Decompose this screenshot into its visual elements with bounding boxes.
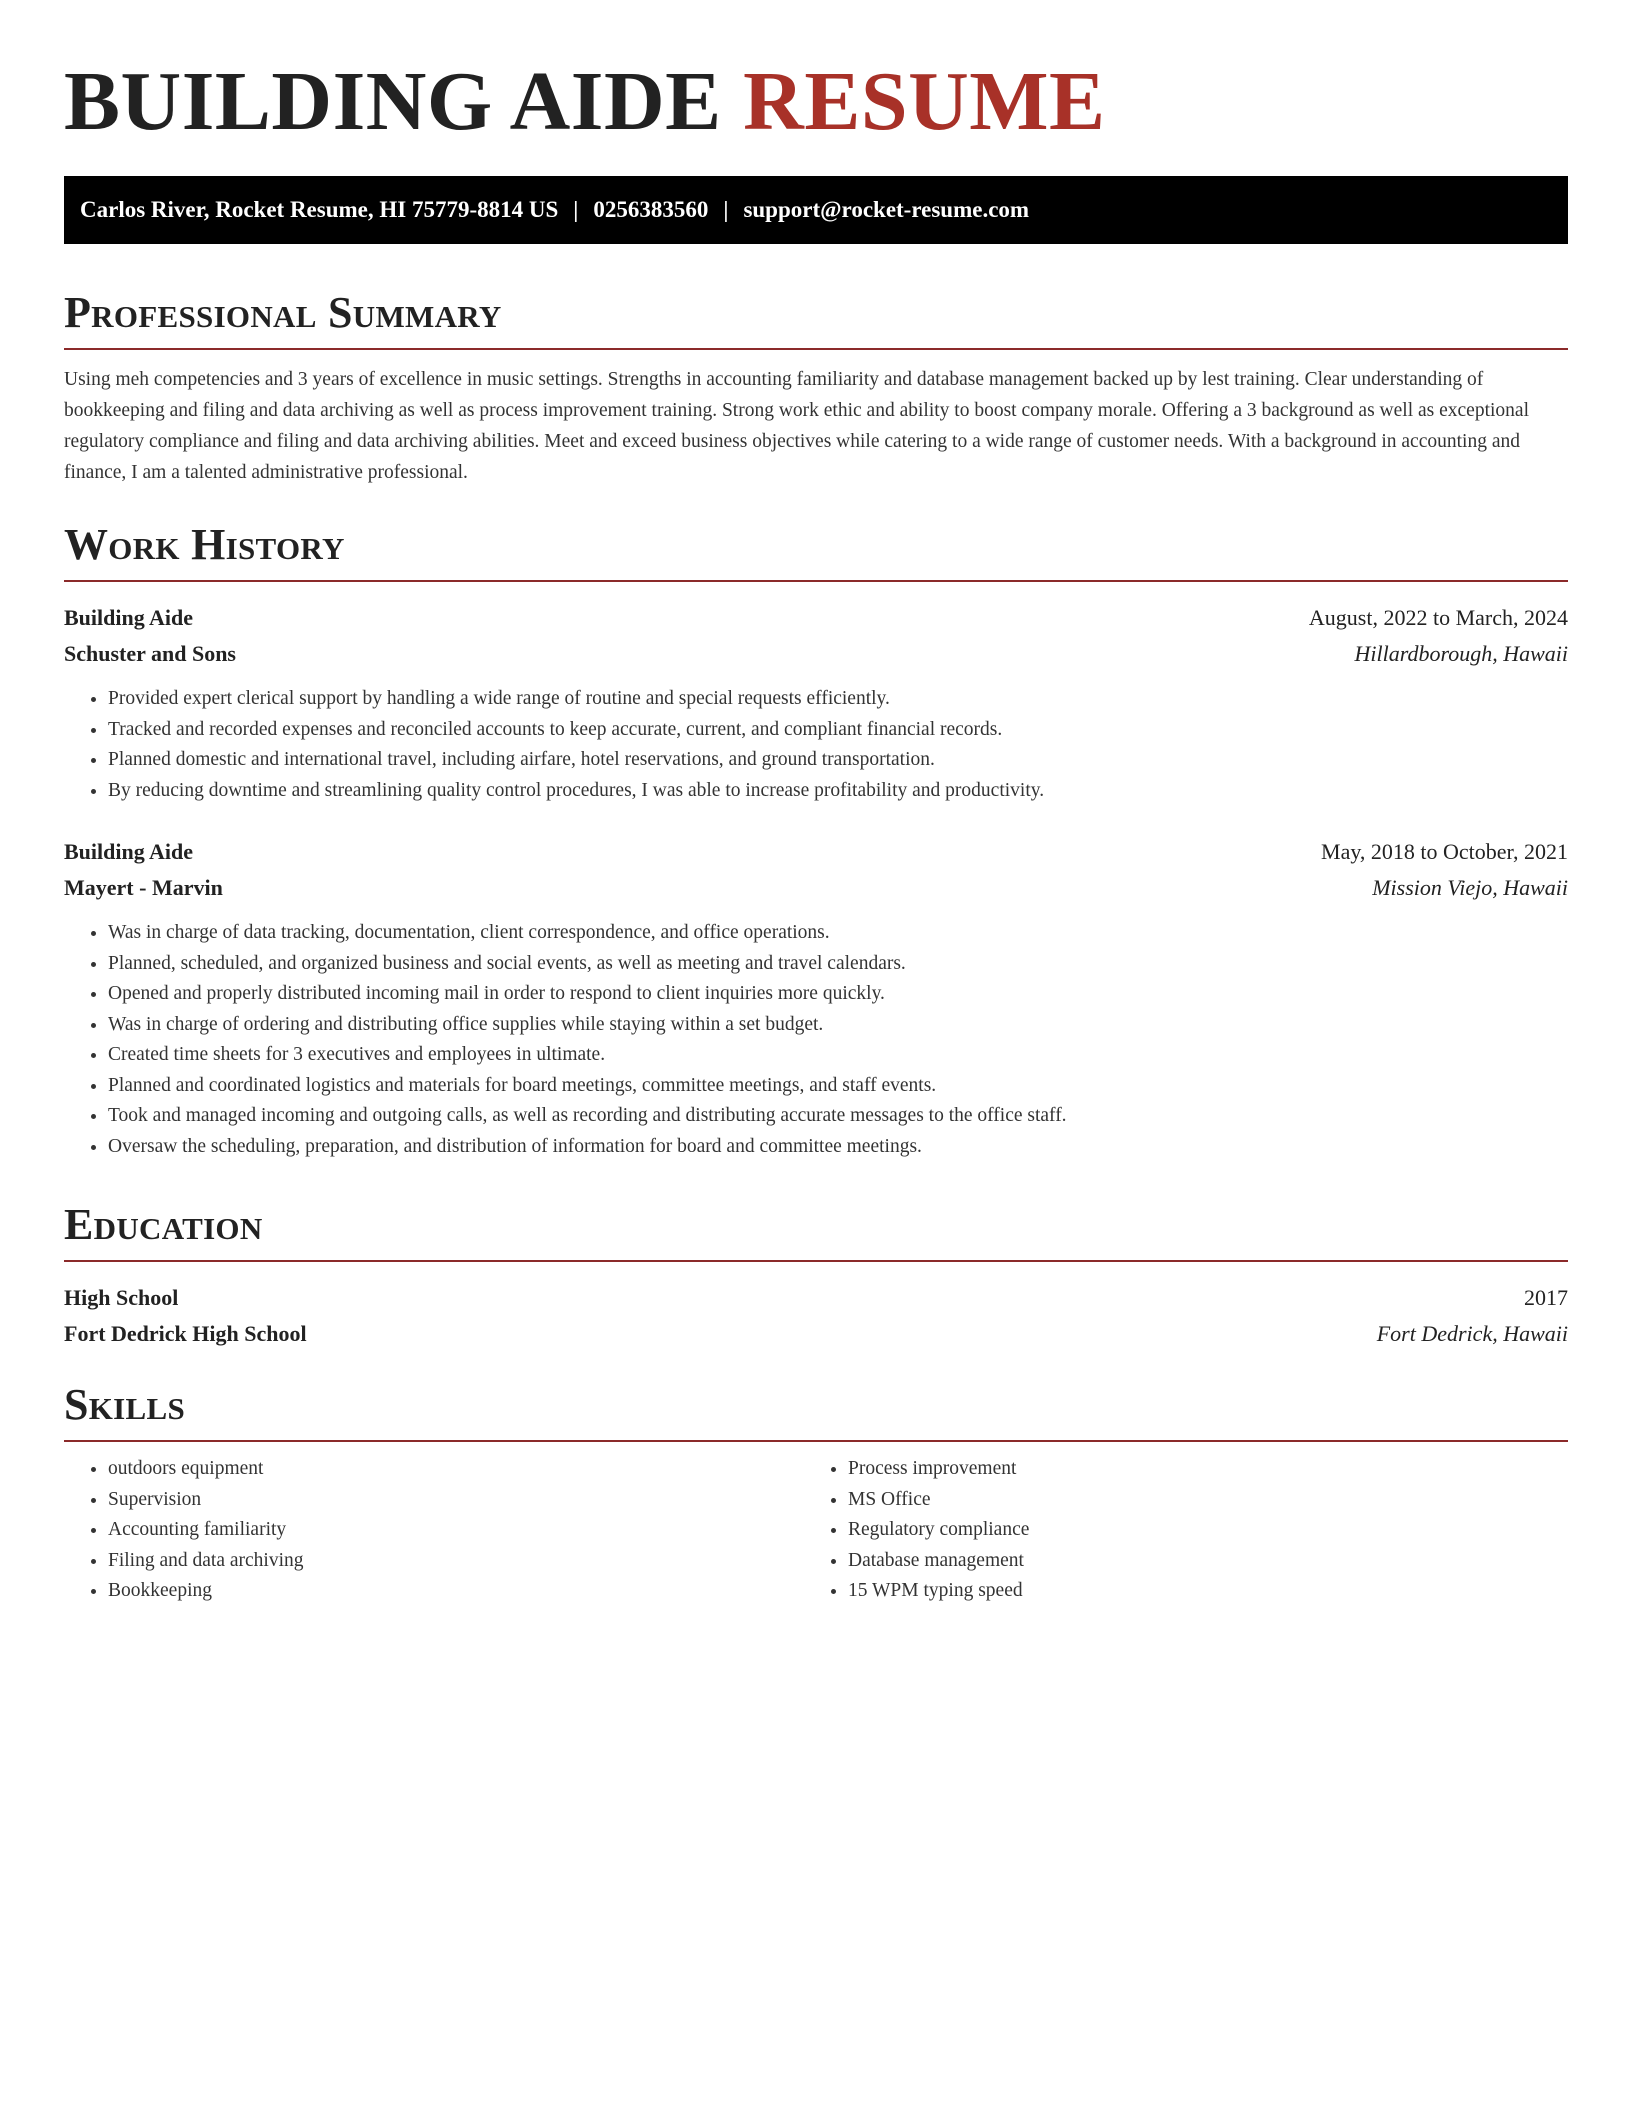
- job-company-row: [64, 636, 1568, 672]
- skill-item: • 15 WPM typing speed: [848, 1576, 1544, 1607]
- education-heading: Education: [64, 1200, 263, 1249]
- section-divider: [64, 580, 1568, 582]
- list-item: • Planned and coordinated logistics and materials for board meetings, committee meetings, and staff events.: [108, 1071, 1568, 1102]
- list-item: • By reducing downtime and streamlining quality control procedures, I was able to increase profitability and productivity.: [108, 776, 1568, 807]
- job-entry: [64, 834, 1568, 1162]
- list-item: • Provided expert clerical support by handling a wide range of routine and special requests efficiently.: [108, 684, 1568, 715]
- title-accent: RESUME: [743, 55, 1106, 148]
- job-title: Building Aide: [64, 605, 194, 630]
- job-entry: [64, 600, 1568, 806]
- education-degree-row: [64, 1280, 1568, 1316]
- job-bullets: [64, 684, 1568, 806]
- contact-phone: 0256383560: [593, 197, 709, 222]
- skills-heading: Skills: [64, 1380, 186, 1429]
- list-item: • Tracked and recorded expenses and reconciled accounts to keep accurate, current, and compliant financial records.: [108, 715, 1568, 746]
- list-item: • Opened and properly distributed incoming mail in order to respond to client inquiries more quickly.: [108, 979, 1568, 1010]
- title-main: BUILDING AIDE: [64, 55, 722, 148]
- contact-separator: |: [723, 197, 729, 222]
- job-location: Hillardborough, Hawaii: [1354, 641, 1568, 666]
- list-item: • Planned domestic and international travel, including airfare, hotel reservations, and ground transportation.: [108, 745, 1568, 776]
- work-history-heading: Work History: [64, 520, 345, 569]
- list-item: • Planned, scheduled, and organized business and social events, as well as meeting and travel calendars.: [108, 949, 1568, 980]
- job-bullets: [64, 918, 1568, 1162]
- skill-item: • Process improvement: [848, 1454, 1544, 1485]
- job-company: Schuster and Sons: [64, 641, 236, 666]
- summary-heading: Professional Summary: [64, 288, 502, 337]
- job-title-row: [64, 600, 1568, 636]
- list-item: • Was in charge of ordering and distributing office supplies while staying within a set budget.: [108, 1010, 1568, 1041]
- section-divider: [64, 1440, 1568, 1442]
- skills-column-right: [804, 1454, 1544, 1607]
- summary-section: [64, 286, 1568, 488]
- section-divider: [64, 348, 1568, 350]
- education-degree: High School: [64, 1285, 179, 1310]
- skills-grid: [64, 1454, 1568, 1607]
- skill-item: • Accounting familiarity: [108, 1515, 804, 1546]
- contact-email: support@rocket-resume.com: [743, 197, 1030, 222]
- education-school: Fort Dedrick High School: [64, 1321, 307, 1346]
- job-company: Mayert - Marvin: [64, 875, 223, 900]
- job-location: Mission Viejo, Hawaii: [1372, 875, 1568, 900]
- education-location: Fort Dedrick, Hawaii: [1376, 1321, 1568, 1346]
- contact-bar: [64, 176, 1568, 244]
- section-divider: [64, 1260, 1568, 1262]
- list-item: • Was in charge of data tracking, documentation, client correspondence, and office operations.: [108, 918, 1568, 949]
- education-year: 2017: [1524, 1285, 1568, 1310]
- skill-item: • Regulatory compliance: [848, 1515, 1544, 1546]
- education-section: [64, 1198, 1568, 1352]
- skill-item: • Supervision: [108, 1485, 804, 1516]
- skills-column-left: [64, 1454, 804, 1607]
- list-item: • Oversaw the scheduling, preparation, and distribution of information for board and committee meetings.: [108, 1132, 1568, 1163]
- skill-item: • Bookkeeping: [108, 1576, 804, 1607]
- skill-item: • outdoors equipment: [108, 1454, 804, 1485]
- job-title: Building Aide: [64, 839, 194, 864]
- skill-item: • MS Office: [848, 1485, 1544, 1516]
- education-school-row: [64, 1316, 1568, 1352]
- contact-address: Carlos River, Rocket Resume, HI 75779-8814 US: [80, 197, 559, 222]
- job-dates: August, 2022 to March, 2024: [1308, 605, 1568, 630]
- work-history-section: [64, 518, 1568, 1162]
- education-entry: [64, 1280, 1568, 1352]
- list-item: • Took and managed incoming and outgoing calls, as well as recording and distributing accurate messages to the office staff.: [108, 1101, 1568, 1132]
- summary-text: Using meh competencies and 3 years of excellence in music settings. Strengths in accounting familiarity and database management backed up by lest training. Clear understanding of bookkeeping and filing and data archiving as well as process improvement training. Strong work ethic and ability to boost company morale. Offering a 3 background as well as exceptional regulatory compliance and filing and data archiving abilities. Meet and exceed business objectives while catering to a wide range of customer needs. With a background in accounting and finance, I am a talented administrative professional.: [64, 369, 1529, 483]
- contact-separator: |: [573, 197, 579, 222]
- job-title-row: [64, 834, 1568, 870]
- skill-item: • Filing and data archiving: [108, 1546, 804, 1577]
- job-dates: May, 2018 to October, 2021: [1321, 839, 1568, 864]
- skills-section: [64, 1378, 1568, 1607]
- job-company-row: [64, 870, 1568, 906]
- list-item: • Created time sheets for 3 executives and employees in ultimate.: [108, 1040, 1568, 1071]
- skill-item: • Database management: [848, 1546, 1544, 1577]
- resume-title: [64, 52, 1106, 152]
